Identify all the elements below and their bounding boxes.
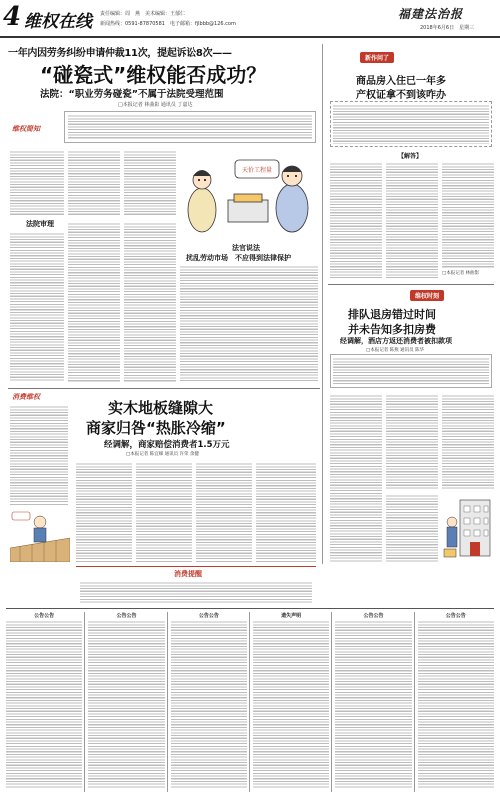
story4-tip-bar	[76, 566, 316, 567]
cartoon-caption: 天价工程量	[241, 167, 273, 174]
story2-tag: 新作问了	[360, 52, 394, 63]
story3-headline1: 排队退房错过时间	[348, 308, 436, 321]
story1-judge-text	[180, 265, 318, 382]
story3-headline2: 并未告知多扣房费	[348, 323, 436, 336]
notice-col	[253, 612, 332, 792]
story4-headline1: 实木地板缝隙大	[108, 399, 214, 417]
divider-story2	[328, 284, 494, 285]
notice-title: 公告公告	[363, 613, 384, 619]
editor-credit: 责任编辑：周 燕 美术编辑：王郁仁	[100, 11, 186, 17]
story1-judge-title: 法官说法	[232, 244, 260, 252]
story1-case-tag: 维权简知	[12, 125, 40, 133]
story1-cartoon	[180, 150, 318, 238]
notice-col	[335, 612, 414, 792]
bottom-strip-rule	[6, 608, 494, 609]
paper-logo: 福建法治报	[398, 7, 464, 21]
section-title: 维权在线	[24, 12, 92, 32]
notice-title: 公告公告	[116, 613, 137, 619]
notice-title: 公告公告	[34, 613, 55, 619]
story4-sidebar-text	[10, 405, 68, 505]
contact-line: 新闻热线：0591-87870581 电子邮箱：fjlbbb@126.com	[100, 21, 236, 27]
notice-title: 公告公告	[445, 613, 466, 619]
story4-headline2: 商家归咎“热胀冷缩”	[86, 419, 226, 437]
story3-byline: □本报记者 陈燕 通讯员 陈华	[366, 348, 425, 353]
story1-judge-subtitle: 扰乱劳动市场 不应得到法律保护	[186, 254, 291, 262]
story1-text-col1a	[10, 150, 64, 216]
story2-text-col3	[442, 162, 494, 268]
notice-col	[171, 612, 250, 792]
story4-byline: □本报记者 陈宜娣 通讯员 许荣 余健	[126, 452, 199, 457]
page-number: 4	[3, 2, 22, 32]
story2-text-col1	[330, 162, 382, 278]
story4-text-col4	[256, 462, 316, 562]
story4-tip-box	[76, 580, 316, 604]
story4-text-col1	[76, 462, 132, 562]
story3-text-col1	[330, 394, 382, 562]
story4-subhead: 经调解，商家赔偿消费者1.5万元	[104, 440, 230, 450]
story1-headline: “碰瓷式”维权能否成功？	[40, 63, 267, 87]
notice-col	[88, 612, 167, 792]
notice-title: 遗失声明	[281, 613, 302, 619]
story1-subhead: 法院：“职业劳务碰瓷”不属于法院受理范围	[40, 89, 224, 100]
story2-answer-tag: 【解答】	[398, 153, 423, 160]
story4-tag: 消费维权	[12, 393, 40, 401]
story2-headline2: 产权证拿不到该咋办	[356, 90, 446, 101]
story3-intro-box	[330, 354, 492, 388]
story1-kicker: 一年内因劳务纠纷申请仲裁11次，提起诉讼8次——	[8, 48, 232, 59]
story1-text-col2a	[68, 150, 120, 216]
story2-question-box	[330, 101, 492, 147]
story3-subhead: 经调解，酒店方返还消费者被扣款项	[340, 337, 452, 345]
story2-text-col2	[386, 162, 438, 278]
story1-text-col1b	[10, 232, 64, 382]
story3-illustration	[442, 494, 494, 564]
right-column-rule	[322, 44, 323, 564]
story4-tip-tag: 消费提醒	[174, 570, 202, 578]
story3-tag: 维权时刻	[410, 290, 444, 301]
story1-text-col2b	[68, 222, 120, 382]
masthead	[0, 0, 500, 38]
bottom-notices	[6, 612, 494, 792]
story2-headline1: 商品房入住已一年多	[356, 76, 446, 87]
story2-byline: □本报记者 林曲影	[442, 271, 480, 276]
story1-text-col3a	[124, 150, 176, 216]
story4-text-col3	[196, 462, 252, 562]
story1-court-heading: 法院审理	[26, 220, 54, 228]
story4-illustration	[10, 508, 70, 562]
notice-title: 公告公告	[198, 613, 219, 619]
story3-text-col2b	[386, 494, 438, 562]
story3-text-col3	[442, 394, 494, 490]
story1-byline: □本报记者 林曲影 通讯员 丁嘉达	[118, 102, 193, 108]
story4-text-col2	[136, 462, 192, 562]
story3-text-col2	[386, 394, 438, 490]
story1-intro-box	[64, 111, 316, 143]
notice-col	[418, 612, 494, 792]
divider-story1	[8, 388, 320, 389]
notice-col	[6, 612, 85, 792]
story1-text-col3b	[124, 222, 176, 382]
issue-date: 2018年6月6日 星期三	[420, 25, 475, 31]
